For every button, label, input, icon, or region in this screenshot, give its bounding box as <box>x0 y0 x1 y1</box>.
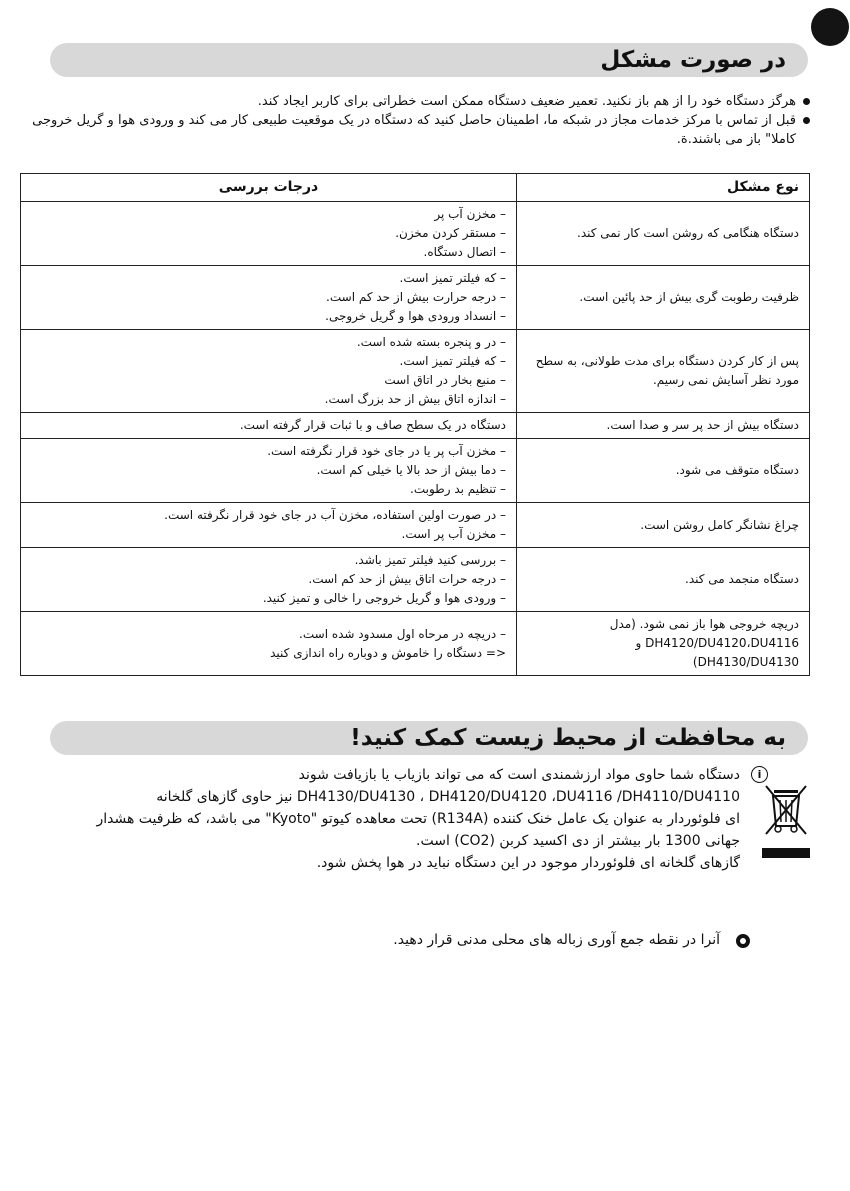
environment-line: DH4130/DU4130 ، DH4120/DU4120 ،DU4116 /DH4110/DU4110 نیز حاوی گازهای گلخانه <box>156 789 740 805</box>
check-item: <= دستگاه را خاموش و دوباره راه اندازی کنید <box>270 645 506 660</box>
check-item: – اندازه اتاق بیش از حد بزرگ است. <box>324 392 506 406</box>
check-item: – دما بیش از حد بالا یا خیلی کم است. <box>316 463 506 477</box>
checks-cell <box>21 503 517 548</box>
check-item: – بررسی کنید فیلتر تمیز باشد. <box>354 553 506 567</box>
check-item: – که فیلتر تمیز است. <box>399 271 506 285</box>
check-item: – تنظیم بد رطوبت. <box>410 482 506 496</box>
table-row <box>21 266 810 330</box>
bullet-item <box>20 111 810 149</box>
table-row <box>21 439 810 503</box>
checks-cell <box>21 266 517 330</box>
problem-cell: دستگاه بیش از حد پر سر و صدا است. <box>517 413 810 439</box>
check-item: – مستقر کردن مخزن. <box>395 226 506 240</box>
check-item: – مخزن آب پر است. <box>401 527 506 541</box>
header-checks: درجات بررسی <box>21 174 517 202</box>
info-icon: i <box>751 766 768 783</box>
problem-cell: دریچه خروجی هوا باز نمی شود. (مدل DH4120/DU4120،DU4116 و DH4130/DU4130) <box>517 612 810 676</box>
check-item: – درجه حرارت بیش از حد کم است. <box>326 290 506 304</box>
problem-cell: دستگاه متوقف می شود. <box>517 439 810 503</box>
checks-cell <box>21 330 517 413</box>
check-item: – مخزن آب پر یا در جای خود قرار نگرفته است. <box>267 444 506 458</box>
check-item: – که فیلتر تمیز است. <box>399 354 506 368</box>
problem-cell: پس از کار کردن دستگاه برای مدت طولانی، به سطح مورد نظر آسایش نمی رسیم. <box>517 330 810 413</box>
troubleshooting-title: در صورت مشکل <box>600 47 786 73</box>
page-corner-marker <box>811 8 849 46</box>
problem-cell: ظرفیت رطوبت گری بیش از حد پائین است. <box>517 266 810 330</box>
check-item: – اتصال دستگاه. <box>423 245 506 259</box>
table-row <box>21 413 810 439</box>
bullet-item <box>20 92 810 111</box>
problem-cell: چراغ نشانگر کامل روشن است. <box>517 503 810 548</box>
header-problem: نوع مشکل <box>517 174 810 202</box>
check-item: – در و پنجره بسته شده است. <box>356 335 506 349</box>
bullet-text: هرگز دستگاه خود را از هم باز نکنید. تعمیر ضعیف دستگاه ممکن است خطراتی برای کاربر ایجاد کند. <box>257 94 796 109</box>
problem-cell: دستگاه منجمد می کند. <box>517 548 810 612</box>
bullet-dot-icon <box>803 117 810 124</box>
table-row <box>21 503 810 548</box>
environment-line: ای فلوئوردار به عنوان یک عامل خنک کننده (R134A) تحت معاهده کیوتو "Kyoto" می باشد، که ظرفیت هشدار <box>96 811 740 827</box>
check-item: – در صورت اولین استفاده، مخزن آب در جای خود قرار نگرفته است. <box>164 508 506 522</box>
checks-cell <box>21 548 517 612</box>
table-row <box>21 612 810 676</box>
bullet-text: قبل از تماس با مرکز خدمات مجاز در شبکه ما، اطمینان حاصل کنید که دستگاه در یک موقعیت طبیعی کار می کند و ورودی هوا و گریل خروجی کاملا" باز می باشند.ة. <box>32 113 796 147</box>
table-row <box>21 202 810 266</box>
check-item: – دریچه در مرحاه اول مسدود شده است. <box>299 626 506 641</box>
problem-cell: دستگاه هنگامی که روشن است کار نمی کند. <box>517 202 810 266</box>
troubleshooting-table <box>20 173 810 676</box>
checks-cell <box>21 612 517 676</box>
recycle-arrow-icon <box>736 934 750 948</box>
check-item: – منبع بخار در اتاق است <box>384 373 506 387</box>
crossed-out-wheelie-bin-icon <box>762 782 810 860</box>
troubleshooting-header-bar <box>50 43 808 77</box>
table-header-row <box>21 174 810 202</box>
check-item: – درجه حرات اتاق بیش از حد کم است. <box>308 572 506 586</box>
environment-header-bar <box>50 721 808 755</box>
checks-cell <box>21 202 517 266</box>
table-row <box>21 330 810 413</box>
table-row <box>21 548 810 612</box>
bullet-dot-icon <box>803 98 810 105</box>
environment-paragraph <box>20 764 762 874</box>
environment-title: به محافظت از محیط زیست کمک کنید! <box>350 725 786 751</box>
check-item: دستگاه در یک سطح صاف و با ثبات قرار گرفته است. <box>239 418 506 432</box>
checks-cell <box>21 413 517 439</box>
check-item: – ورودی هوا و گریل خروجی را خالی و تمیز کنید. <box>262 591 506 605</box>
recycle-note: آنرا در نقطه جمع آوری زباله های محلی مدنی قرار دهید. <box>393 932 720 948</box>
checks-cell <box>21 439 517 503</box>
environment-line: جهانی 1300 بار بیشتر از دی اکسید کربن (CO2) است. <box>416 833 740 849</box>
environment-line: دستگاه شما حاوی مواد ارزشمندی است که می تواند بازیاب یا بازیافت شوند <box>298 767 740 783</box>
environment-line: گازهای گلخانه ای فلوئوردار موجود در این دستگاه نباید در هوا پخش شود. <box>316 855 740 871</box>
check-item: – انسداد ورودی هوا و گریل خروجی. <box>325 309 506 323</box>
troubleshooting-bullets <box>20 92 810 149</box>
check-item: – مخزن آب پر <box>434 207 506 221</box>
